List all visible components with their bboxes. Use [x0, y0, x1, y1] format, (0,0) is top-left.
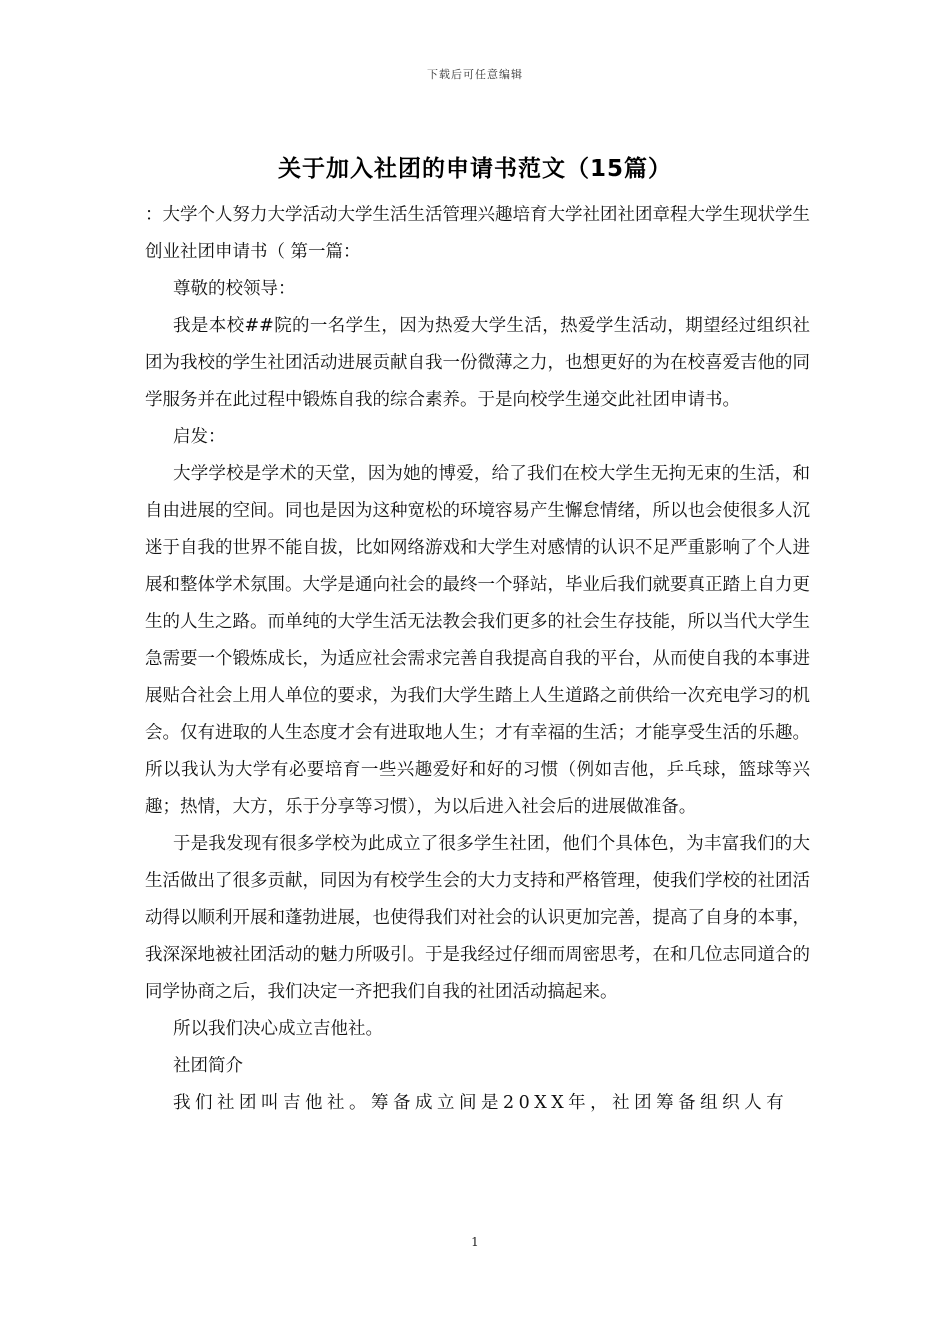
decision-paragraph: 所以我们决心成立吉他社。 [173, 1019, 383, 1039]
keywords-paragraph: ：大学个人努力大学活动大学生活生活管理兴趣培育大学社团社团章程大学生现状学生创业社团申请书（ 第一篇： [145, 205, 810, 262]
discovery-paragraph: 于是我发现有很多学校为此成立了很多学生社团，他们个具体色，为丰富我们的大生活做出了很多贡献，同因为有校学生会的大力支持和严格管理，使我们学校的社团活动得以顺利开展和蓬勃进展，也使得我们对社会的认识更加完善，提高了自身的本事，我深深地被社团活动的魅力所吸引。于是我经过仔细而周密思考，在和几位志同道合的同学协商之后，我们决定一齐把我们自我的社团活动搞起来。 [145, 834, 810, 1002]
page-number: 1 [471, 1235, 479, 1249]
inspiration-paragraph: 大学学校是学术的天堂，因为她的博爱，给了我们在校大学生无拘无束的生活，和自由进展的空间。同也是因为这种宽松的环境容易产生懈怠情绪，所以也会使很多人沉迷于自我的世界不能自拔，比如网络游戏和大学生对感情的认识不足严重影响了个人进展和整体学术氛围。大学是通向社会的最终一个驿站，毕业后我们就要真正踏上自力更生的人生之路。而单纯的大学生活无法教会我们更多的社会生存技能，所以当代大学生急需要一个锻炼成长，为适应社会需求完善自我提高自我的平台，从而使自我的本事进展贴合社会上用人单位的要求，为我们大学生踏上人生道路之前供给一次充电学习的机会。仅有进取的人生态度才会有进取地人生；才有幸福的生活；才能享受生活的乐趣。所以我认为大学有必要培育一些兴趣爱好和好的习惯（例如吉他，乒乓球，篮球等兴趣；热情，大方，乐于分享等习惯），为以后进入社会后的进展做准备。 [145, 464, 810, 817]
section-heading-inspiration: 启发： [173, 427, 226, 447]
document-body [145, 197, 810, 1122]
section-heading-club-intro: 社团简介 [173, 1056, 243, 1076]
club-intro-paragraph: 我们社团叫吉他社。筹备成立间是20XX年，社团筹备组织人有 [173, 1093, 789, 1113]
document-title: 关于加入社团的申请书范文（15篇） [277, 156, 672, 182]
header-note: 下载后可任意编辑 [427, 68, 523, 81]
salutation: 尊敬的校领导： [173, 279, 296, 299]
intro-paragraph: 我是本校##院的一名学生，因为热爱大学生活，热爱学生活动，期望经过组织社团为我校的学生社团活动进展贡献自我一份微薄之力，也想更好的为在校喜爱吉他的同学服务并在此过程中锻炼自我的综合素养。于是向校学生递交此社团申请书。 [145, 316, 810, 410]
